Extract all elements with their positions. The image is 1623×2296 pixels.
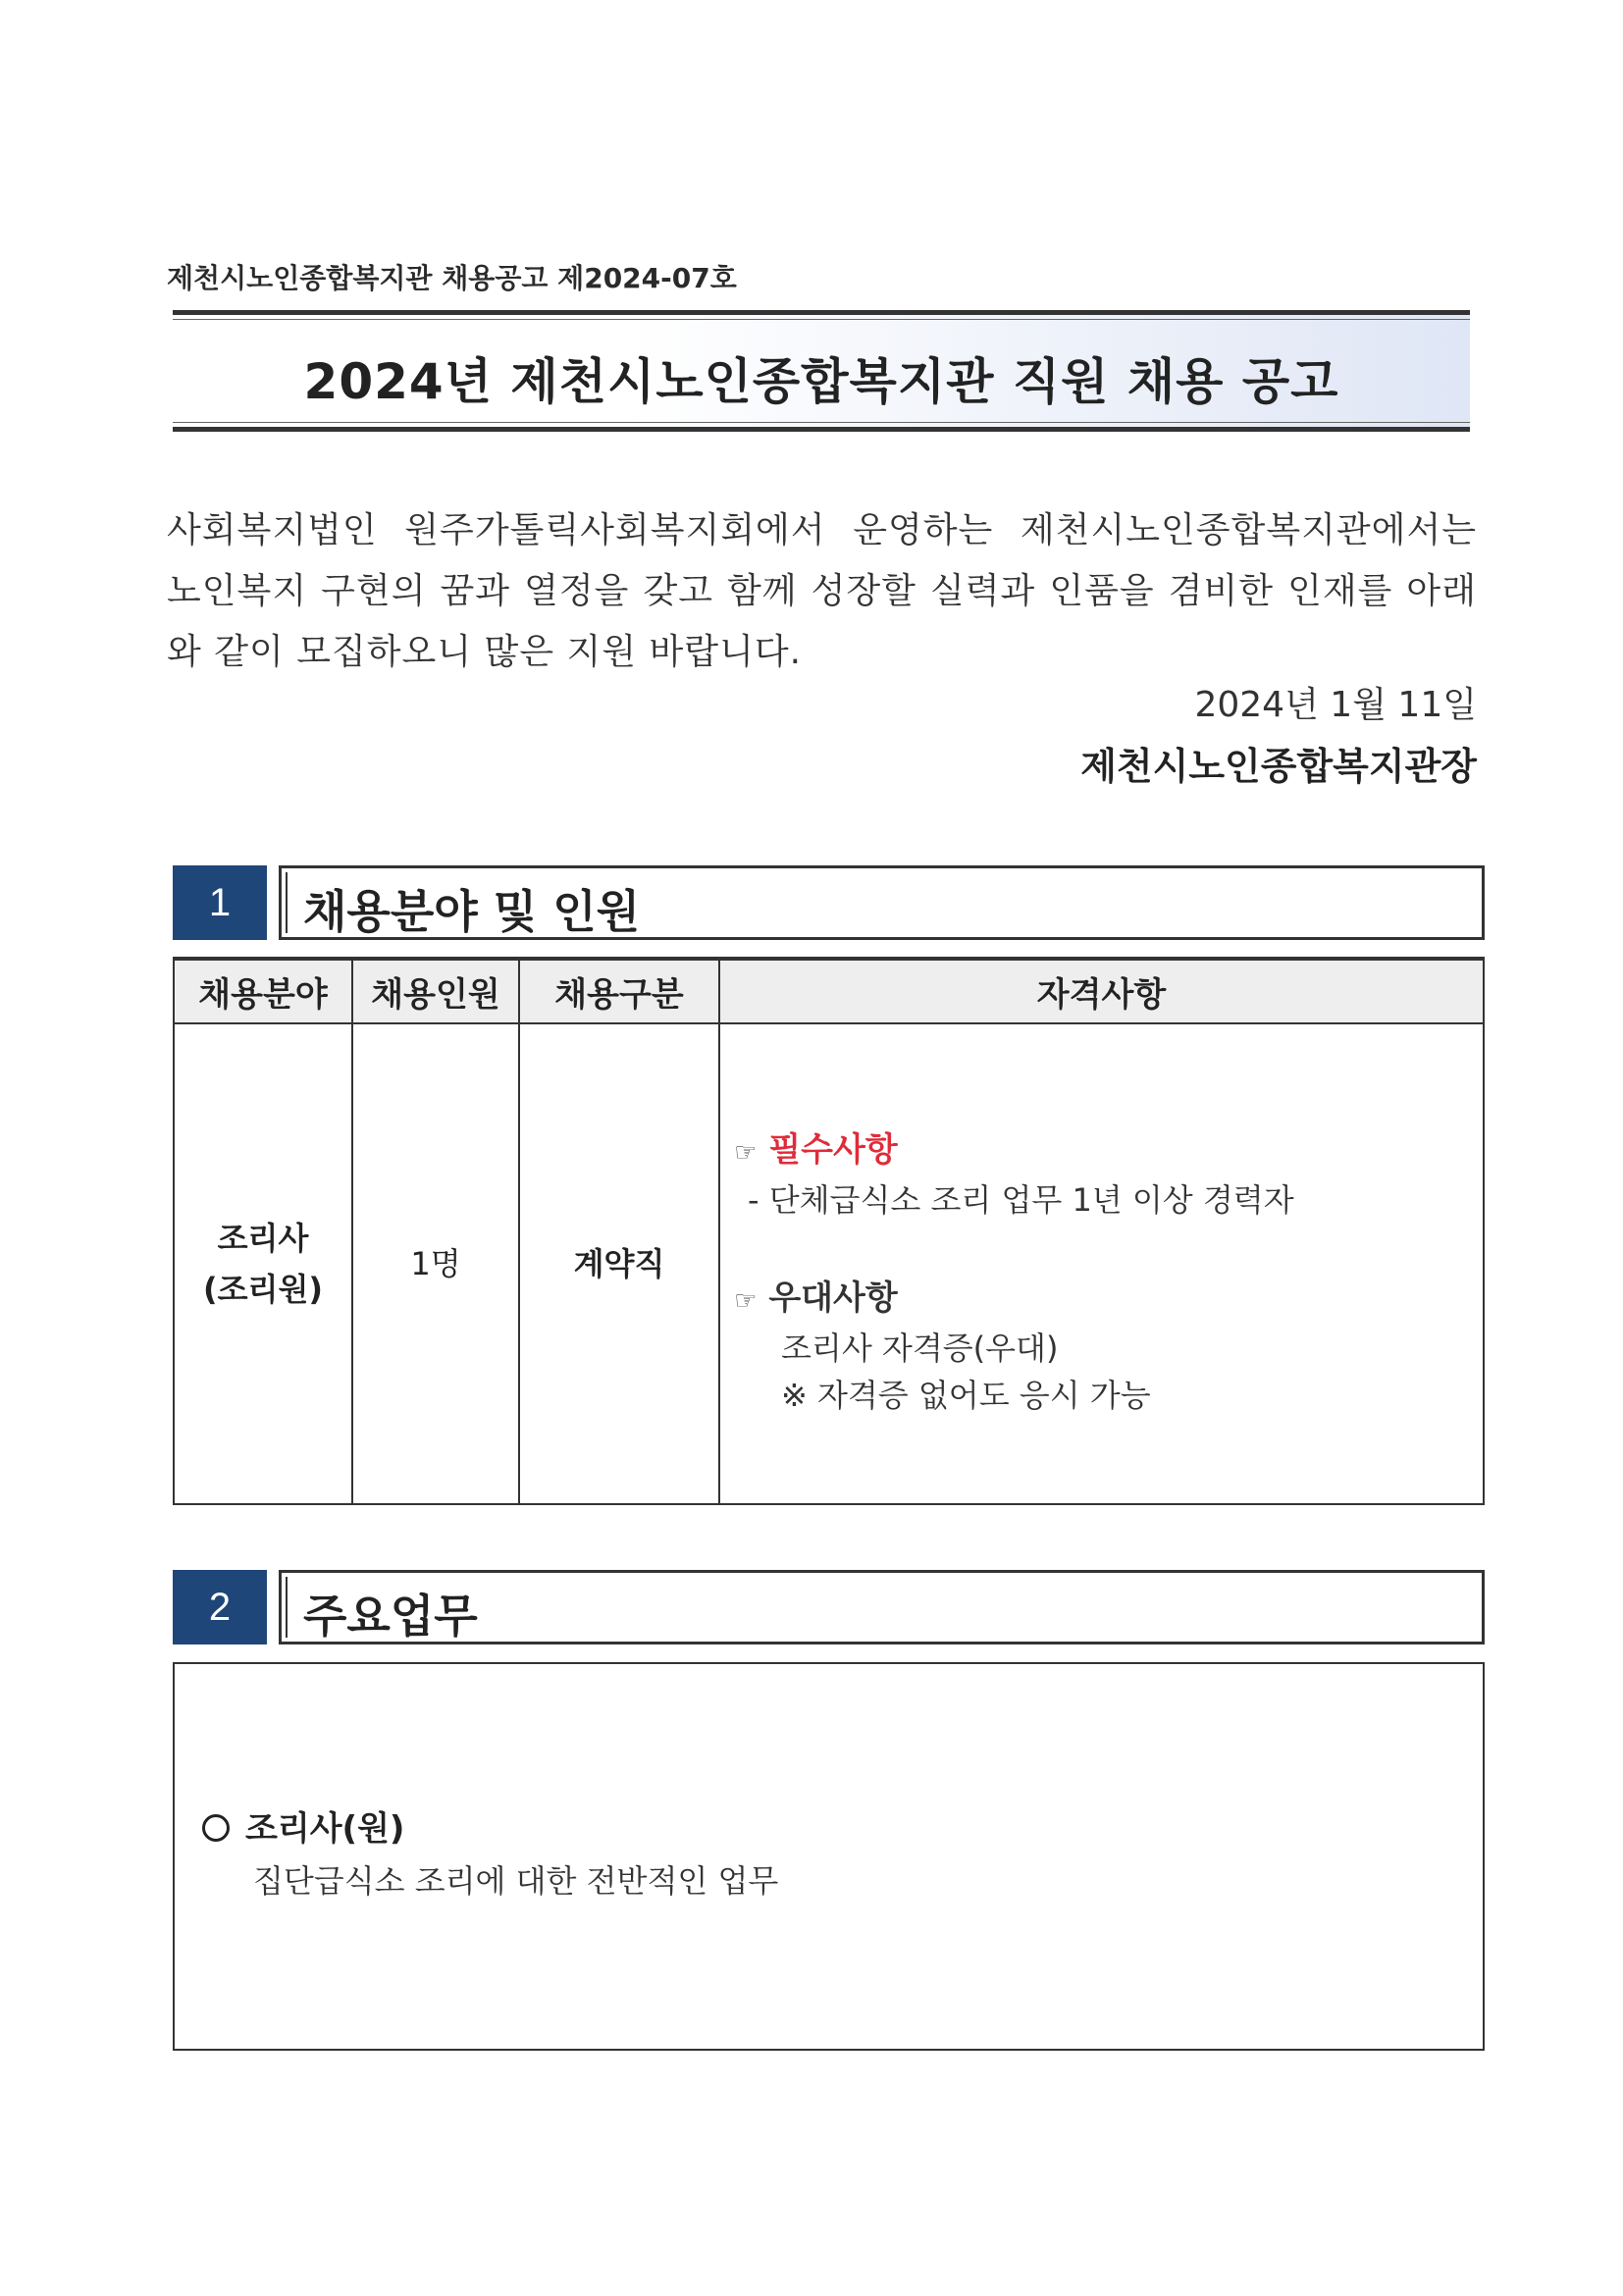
recruitment-table <box>173 957 1485 1505</box>
preferred-title: 우대사항 <box>768 1278 898 1318</box>
header-field: 채용분야 <box>174 959 352 1023</box>
section-2-header <box>279 1570 1485 1644</box>
table-row <box>174 1023 1484 1504</box>
duty-description: 집단급식소 조리에 대한 전반적인 업무 <box>253 1862 779 1900</box>
required-item: - 단체급식소 조리 업무 1년 이상 경력자 <box>748 1181 1294 1219</box>
cell-type: 계약직 <box>519 1023 719 1504</box>
section-1-title: 채용분야 및 인원 <box>303 885 641 938</box>
required-title: 필수사항 <box>768 1130 898 1170</box>
page-title: 2024년 제천시노인종합복지관 직원 채용 공고 <box>303 353 1339 410</box>
cell-qualification <box>719 1023 1484 1504</box>
header-qualification: 자격사항 <box>719 959 1484 1023</box>
header-count: 채용인원 <box>352 959 519 1023</box>
required-heading <box>734 1122 1482 1171</box>
section-1-header <box>279 865 1485 940</box>
duty-box <box>173 1662 1485 2051</box>
field-line1: 조리사 <box>217 1220 309 1257</box>
circle-bullet-icon <box>202 1814 230 1842</box>
announcement-date: 2024년 1월 11일 <box>1194 685 1477 725</box>
issuer-name: 제천시노인종합복지관장 <box>1080 745 1477 788</box>
pointing-hand-icon: ☞ <box>734 1138 758 1168</box>
title-bar <box>173 310 1470 432</box>
intro-paragraph: 사회복지법인 원주가톨릭사회복지회에서 운영하는 제천시노인종합복지관에서는 노인복지 구현의 꿈과 열정을 갖고 함께 성장할 실력과 인품을 겸비한 인재를 아래와 같이 모집하오니 많은 지원 바랍니다. <box>167 510 1477 672</box>
preferred-item: 조리사 자격증(우대) <box>781 1330 1059 1367</box>
field-line2: (조리원) <box>203 1271 323 1308</box>
duty-heading <box>202 1801 404 1850</box>
cell-field <box>174 1023 352 1504</box>
pointing-hand-icon: ☞ <box>734 1286 758 1316</box>
section-1-number: 1 <box>173 865 267 940</box>
duty-title: 조리사(원) <box>245 1809 405 1849</box>
section-2-title: 주요업무 <box>303 1590 478 1643</box>
section-2-number: 2 <box>173 1570 267 1644</box>
table-header-row <box>174 959 1484 1023</box>
notice-number: 제천시노인종합복지관 채용공고 제2024-07호 <box>167 262 737 294</box>
header-type: 채용구분 <box>519 959 719 1023</box>
qualification-note: ※ 자격증 없어도 응시 가능 <box>781 1377 1151 1414</box>
preferred-heading <box>734 1271 1482 1319</box>
cell-count: 1명 <box>352 1023 519 1504</box>
